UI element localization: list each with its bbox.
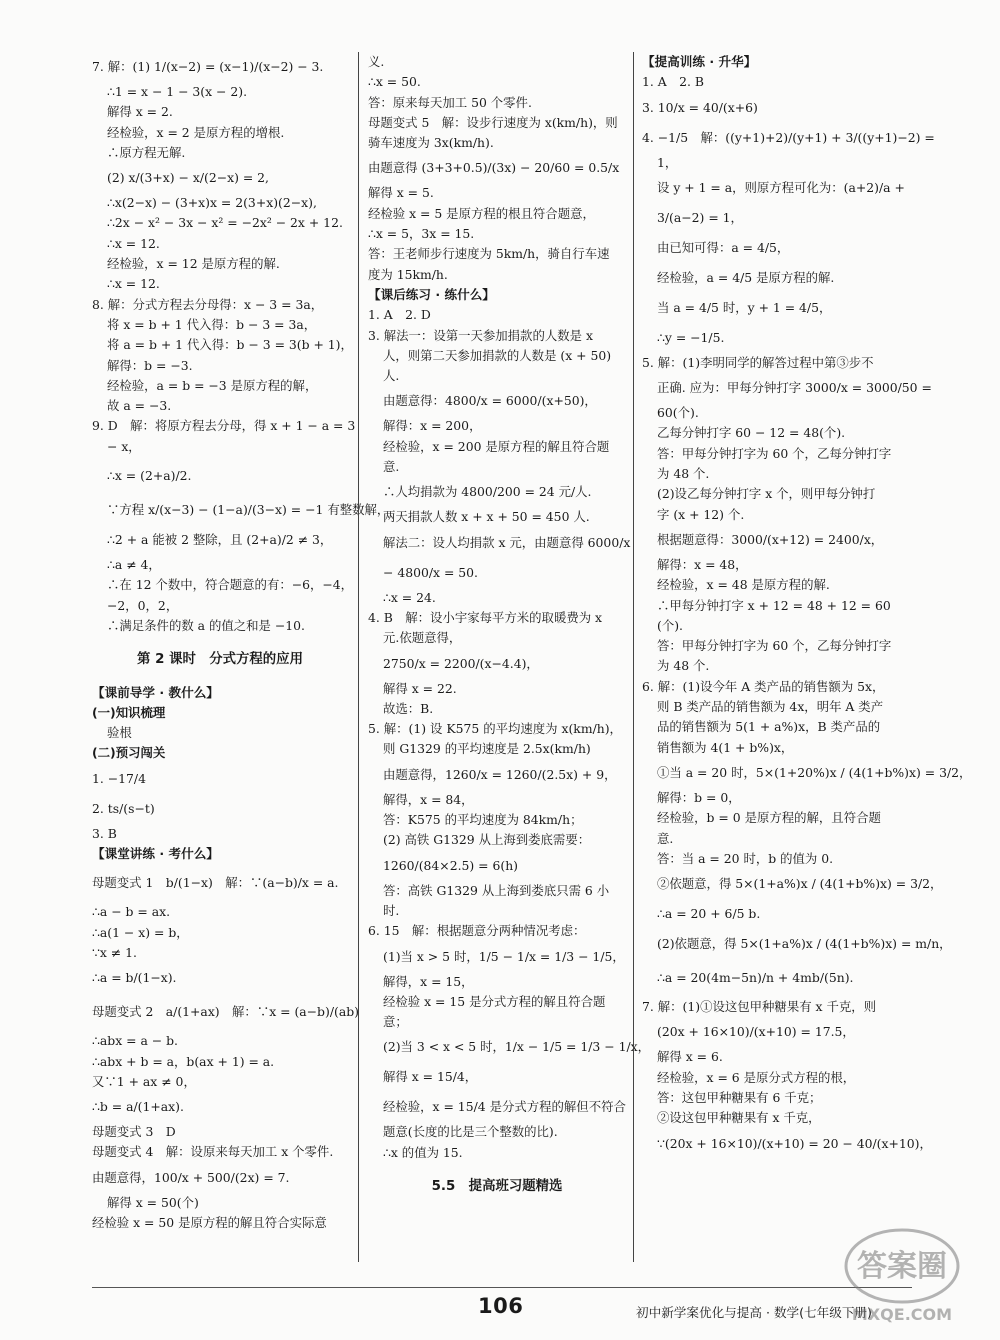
watermark-url: MXQE.COM bbox=[851, 1305, 953, 1324]
subsection-heading: (二)预习闯关 bbox=[92, 745, 166, 761]
answer-line: ②设这包甲种糖果有 x 千克， bbox=[657, 1110, 821, 1126]
answer-line: 7. 解：(1) 1/(x−2) = (x−1)/(x−2) − 3. bbox=[92, 59, 324, 74]
answer-line: 答：这包甲种糖果有 6 千克； bbox=[657, 1090, 822, 1106]
answer-line: 乙每分钟打字 60 − 12 = 48(个). bbox=[657, 425, 846, 441]
answer-line: 答：王老师步行速度为 5km/h，骑自行车速 bbox=[368, 246, 610, 262]
answer-line: ∴满足条件的数 a 的值之和是 −10. bbox=[107, 617, 305, 633]
answer-line: 解得：x = 200， bbox=[383, 418, 482, 434]
watermark-title: 答案圈 bbox=[857, 1249, 947, 1284]
answer-line: 由题意得：4800/x = 6000/(x+50)， bbox=[383, 393, 597, 409]
answer-line: − 4800/x = 50. bbox=[383, 564, 478, 580]
footer-divider bbox=[92, 1287, 912, 1288]
answer-line: ∴在 12 个数中，符合题意的有：−6，−4， bbox=[107, 577, 354, 593]
subsection-heading: (一)知识梳理 bbox=[92, 704, 166, 720]
answer-line: ∴x = 12. bbox=[107, 235, 160, 251]
answer-line: 答：原来每天加工 50 个零件. bbox=[368, 94, 532, 110]
answer-line: 意. bbox=[657, 830, 674, 846]
answer-line: 3. B bbox=[92, 825, 117, 841]
answer-line: 根据题意得：3000/(x+12) = 2400/x， bbox=[657, 531, 884, 547]
answer-line: ∴a(1 − x) = b， bbox=[92, 924, 189, 940]
answer-line: 意； bbox=[383, 1014, 408, 1030]
answer-line: 解得 x = 50(个) bbox=[107, 1194, 199, 1210]
lesson-heading: 第 2 课时 分式方程的应用 bbox=[137, 652, 303, 668]
answer-line: 经检验，x = 200 是原方程的解且符合题 bbox=[383, 438, 610, 454]
answer-line: − x， bbox=[107, 438, 141, 454]
answer-line: (2)依题意，得 5×(1+a%)x / (4(1+b%)x) = m/n， bbox=[657, 936, 952, 952]
answer-line: ∴x = (2+a)/2. bbox=[107, 468, 192, 484]
answer-line: 则 B 类产品的销售额为 4x，明年 A 类产 bbox=[657, 699, 884, 715]
answer-line: 为 48 个. bbox=[657, 466, 710, 482]
answer-line: 4. −1/5 解：((y+1)+2)/(y+1) + 3/((y+1)−2) = bbox=[642, 129, 935, 145]
answer-line: 由题意得 (3+3+0.5)/(3x) − 20/60 = 0.5/x bbox=[368, 160, 620, 176]
section-heading: 【课后练习 · 练什么】 bbox=[368, 286, 495, 302]
answer-line: 骑车速度为 3x(km/h). bbox=[368, 135, 494, 151]
answer-line: 由题意得，1260/x = 1260/(2.5x) + 9， bbox=[383, 766, 617, 782]
answer-line: (个). bbox=[657, 617, 683, 633]
answer-line: 又∵1 + ax ≠ 0， bbox=[92, 1073, 196, 1089]
answer-line: ∴x(2−x) − (3+x)x = 2(3+x)(2−x), bbox=[107, 195, 317, 211]
answer-line: 8. 解：分式方程去分母得：x − 3 = 3a， bbox=[92, 296, 324, 312]
answer-line: 经检验 x = 50 是原方程的解且符合实际意 bbox=[92, 1214, 327, 1230]
answer-line: ①当 a = 20 时，5×(1+20%)x / (4(1+b%)x) = 3/2， bbox=[657, 764, 972, 780]
answer-line: 时. bbox=[383, 902, 400, 918]
answer-line: 义. bbox=[368, 54, 385, 69]
answer-line: 经检验，a = b = −3 是原方程的解， bbox=[107, 377, 318, 393]
answer-line: ∴2x − x² − 3x − x² = −2x² − 2x + 12. bbox=[107, 215, 343, 231]
answer-line: −2，0，2， bbox=[107, 597, 179, 613]
answer-line: ∵方程 x/(x−3) − (1−a)/(3−x) = −1 有整数解， bbox=[107, 502, 390, 518]
answer-line: 2750/x = 2200/(x−4.4)， bbox=[383, 655, 539, 671]
answer-line: 1. A 2. B bbox=[642, 74, 704, 90]
answer-line: 母题变式 3 D bbox=[92, 1124, 176, 1140]
answer-line: 解得，x = 15， bbox=[383, 973, 474, 989]
answer-line: 设 y + 1 = a，则原方程可化为：(a+2)/a + bbox=[657, 179, 905, 195]
answer-line: (20x + 16×10)/(x+10) = 17.5， bbox=[657, 1024, 855, 1040]
section-heading: 【提高训练 · 升华】 bbox=[642, 54, 757, 69]
answer-line: 经检验，x = 12 是原方程的解. bbox=[107, 256, 280, 272]
section-heading: 【课堂讲练 · 考什么】 bbox=[92, 846, 219, 862]
answer-line: 元.依题意得， bbox=[383, 630, 462, 646]
answer-line: (1)当 x > 5 时，1/5 − 1/x = 1/3 − 1/5， bbox=[383, 948, 625, 964]
answer-line: ∴x = 50. bbox=[368, 74, 421, 90]
answer-line: 经检验 x = 5 是原方程的根且符合题意， bbox=[368, 205, 595, 221]
answer-line: 1， bbox=[657, 154, 678, 170]
answer-line: 故选：B. bbox=[383, 700, 434, 716]
answer-line: 字 (x + 12) 个. bbox=[657, 506, 745, 522]
answer-line: 母题变式 4 解：设原来每天加工 x 个零件. bbox=[92, 1144, 334, 1160]
answer-line: 人. bbox=[383, 368, 400, 384]
answer-line: 将 a = b + 1 代入得：b − 3 = 3(b + 1)， bbox=[107, 337, 353, 353]
answer-line: 解得 x = 15/4， bbox=[383, 1069, 478, 1085]
book-title: 初中新学案优化与提高 · 数学(七年级下册) bbox=[636, 1305, 872, 1320]
answer-column-middle bbox=[368, 52, 651, 1282]
answer-line: ∴x 的值为 15. bbox=[383, 1144, 463, 1160]
answer-line: 解法二：设人均捐款 x 元，由题意得 6000/x bbox=[383, 534, 631, 550]
lesson-heading: 5.5 提高班习题精选 bbox=[431, 1178, 563, 1194]
watermark-logo bbox=[840, 1222, 964, 1326]
answer-line: ∴a = 20 + 6/5 b. bbox=[657, 906, 761, 922]
answer-line: ∴x = 5，3x = 15. bbox=[368, 226, 475, 242]
answer-line: 经检验，a = 4/5 是原方程的解. bbox=[657, 269, 835, 285]
answer-line: 母题变式 5 解：设步行速度为 x(km/h)，则 bbox=[368, 114, 618, 130]
answer-line: 答：甲每分钟打字为 60 个，乙每分钟打字 bbox=[657, 445, 892, 461]
answer-line: 答：甲每分钟打字为 60 个，乙每分钟打字 bbox=[657, 638, 892, 654]
column-divider bbox=[633, 52, 634, 1262]
answer-line: ∴甲每分钟打字 x + 12 = 48 + 12 = 60 bbox=[657, 597, 891, 613]
answer-line: ∴x = 24. bbox=[383, 589, 436, 605]
answer-line: 6. 15 解：根据题意分两种情况考虑： bbox=[368, 923, 586, 939]
answer-line: 将 x = b + 1 代入得：b − 3 = 3a， bbox=[107, 316, 317, 332]
answer-line: ∵x ≠ 1. bbox=[92, 944, 137, 960]
answer-line: 为 48 个. bbox=[657, 658, 710, 674]
answer-line: 当 a = 4/5 时，y + 1 = 4/5， bbox=[657, 299, 832, 315]
page-number: 106 bbox=[478, 1294, 524, 1318]
answer-line: 答：K575 的平均速度为 84km/h； bbox=[383, 812, 583, 828]
answer-line: 6. 解：(1)设今年 A 类产品的销售额为 5x， bbox=[642, 678, 885, 694]
answer-column-right bbox=[642, 52, 972, 1282]
answer-line: ∴y = −1/5. bbox=[657, 329, 725, 345]
answer-line: 1. A 2. D bbox=[368, 307, 431, 323]
answer-line: 故 a = −3. bbox=[107, 398, 172, 414]
answer-line: 题意(长度的比是三个整数的比). bbox=[383, 1124, 558, 1140]
answer-line: 60(个). bbox=[657, 405, 699, 421]
answer-line: 解得 x = 5. bbox=[368, 185, 434, 201]
answer-line: ∴b = a/(1+ax). bbox=[92, 1099, 184, 1115]
answer-line: 经检验，x = 15/4 是分式方程的解但不符合 bbox=[383, 1099, 626, 1115]
answer-line: ∴2 + a 能被 2 整除，且 (2+a)/2 ≠ 3， bbox=[107, 532, 333, 548]
answer-line: (2) x/(3+x) − x/(2−x) = 2, bbox=[107, 170, 269, 186]
answer-line: 经检验，x = 48 是原方程的解. bbox=[657, 577, 830, 593]
answer-line: 3/(a−2) = 1， bbox=[657, 209, 743, 225]
answer-line: 经检验 x = 15 是分式方程的解且符合题 bbox=[383, 993, 606, 1009]
answer-line: 由题意得，100/x + 500/(2x) = 7. bbox=[92, 1169, 290, 1185]
answer-line: 解得，x = 84， bbox=[383, 791, 474, 807]
answer-line: 3. 10/x = 40/(x+6) bbox=[642, 99, 758, 115]
answer-line: 1260/(84×2.5) = 6(h) bbox=[383, 857, 519, 873]
answer-line: 则 G1329 的平均速度是 2.5x(km/h) bbox=[383, 741, 591, 757]
answer-line: (2)当 3 < x < 5 时，1/x − 1/5 = 1/3 − 1/x， bbox=[383, 1039, 651, 1055]
answer-line: ②依题意，得 5×(1+a%)x / (4(1+b%)x) = 3/2， bbox=[657, 876, 943, 892]
answer-line: 由已知可得：a = 4/5， bbox=[657, 239, 790, 255]
answer-line: 2. ts/(s−t) bbox=[92, 800, 155, 816]
answer-line: 经检验，x = 2 是原方程的增根. bbox=[107, 124, 285, 140]
answer-line: ∴abx = a − b. bbox=[92, 1033, 178, 1049]
answer-line: 两天捐款人数 x + x + 50 = 450 人. bbox=[383, 509, 590, 525]
answer-line: 销售额为 4(1 + b%)x， bbox=[657, 739, 794, 755]
answer-line: 经检验，x = 6 是原分式方程的根， bbox=[657, 1069, 856, 1085]
answer-line: ∴a = 20(4m−5n)/n + 4mb/(5n). bbox=[657, 970, 854, 986]
answer-line: 解得：x = 48， bbox=[657, 556, 748, 572]
answer-line: 解得 x = 22. bbox=[383, 680, 457, 696]
answer-line: 5. 解：(1)李明同学的解答过程中第③步不 bbox=[642, 354, 874, 370]
answer-line: ∴人均捐款为 4800/200 = 24 元/人. bbox=[383, 484, 592, 500]
answer-line: 1. −17/4 bbox=[92, 770, 146, 786]
answer-line: ∴原方程无解. bbox=[107, 144, 186, 160]
answer-column-left bbox=[92, 52, 390, 1282]
answer-line: 品的销售额为 5(1 + a%)x，B 类产品的 bbox=[657, 719, 881, 735]
answer-line: 验根 bbox=[107, 725, 132, 741]
answer-line: 7. 解：(1)①设这包甲种糖果有 x 千克，则 bbox=[642, 999, 877, 1015]
answer-line: ∴abx + b = a，b(ax + 1) = a. bbox=[92, 1053, 275, 1069]
answer-line: 母题变式 1 b/(1−x) 解：∵(a−b)/x = a. bbox=[92, 875, 339, 891]
answer-line: (2) 高铁 G1329 从上海到娄底需要： bbox=[383, 832, 591, 848]
section-heading: 【课前导学 · 教什么】 bbox=[92, 684, 219, 700]
answer-line: ∴1 = x − 1 − 3(x − 2). bbox=[107, 84, 248, 99]
answer-line: 5. 解：(1) 设 K575 的平均速度为 x(km/h)， bbox=[368, 721, 622, 737]
answer-line: 9. D 解：将原方程去分母，得 x + 1 − a = 3 bbox=[92, 418, 356, 434]
answer-line: ∵(20x + 16×10)/(x+10) = 20 − 40/(x+10)， bbox=[657, 1135, 932, 1151]
answer-line: 解得：b = −3. bbox=[107, 357, 193, 373]
answer-line: 解得：b = 0， bbox=[657, 789, 741, 805]
answer-line: 度为 15km/h. bbox=[368, 266, 448, 282]
answer-line: 解得 x = 2. bbox=[107, 104, 173, 120]
answer-line: (2)设乙每分钟打字 x 个，则甲每分钟打 bbox=[657, 486, 876, 502]
answer-line: 母题变式 2 a/(1+ax) 解：∵x = (a−b)/(ab) bbox=[92, 1004, 359, 1020]
answer-line: ∴a − b = ax. bbox=[92, 904, 171, 920]
answer-line: ∴x = 12. bbox=[107, 276, 160, 292]
answer-line: 答：当 a = 20 时，b 的值为 0. bbox=[657, 850, 834, 866]
answer-line: 意. bbox=[383, 459, 400, 475]
answer-line: 正确. 应为：甲每分钟打字 3000/x = 3000/50 = bbox=[657, 380, 932, 396]
answer-line: 解得 x = 6. bbox=[657, 1049, 723, 1065]
answer-line: ∴a = b/(1−x). bbox=[92, 970, 177, 986]
answer-line: 人，则第二天参加捐款的人数是 (x + 50) bbox=[383, 347, 612, 363]
answer-line: ∴a ≠ 4， bbox=[107, 557, 161, 573]
answer-line: 答：高铁 G1329 从上海到娄底只需 6 小 bbox=[383, 882, 610, 898]
column-divider bbox=[358, 52, 359, 1262]
answer-line: 经检验，b = 0 是原方程的解，且符合题 bbox=[657, 810, 881, 826]
answer-line: 4. B 解：设小宇家每平方米的取暖费为 x bbox=[368, 609, 603, 625]
answer-line: 3. 解法一：设第一天参加捐款的人数是 x bbox=[368, 327, 593, 343]
